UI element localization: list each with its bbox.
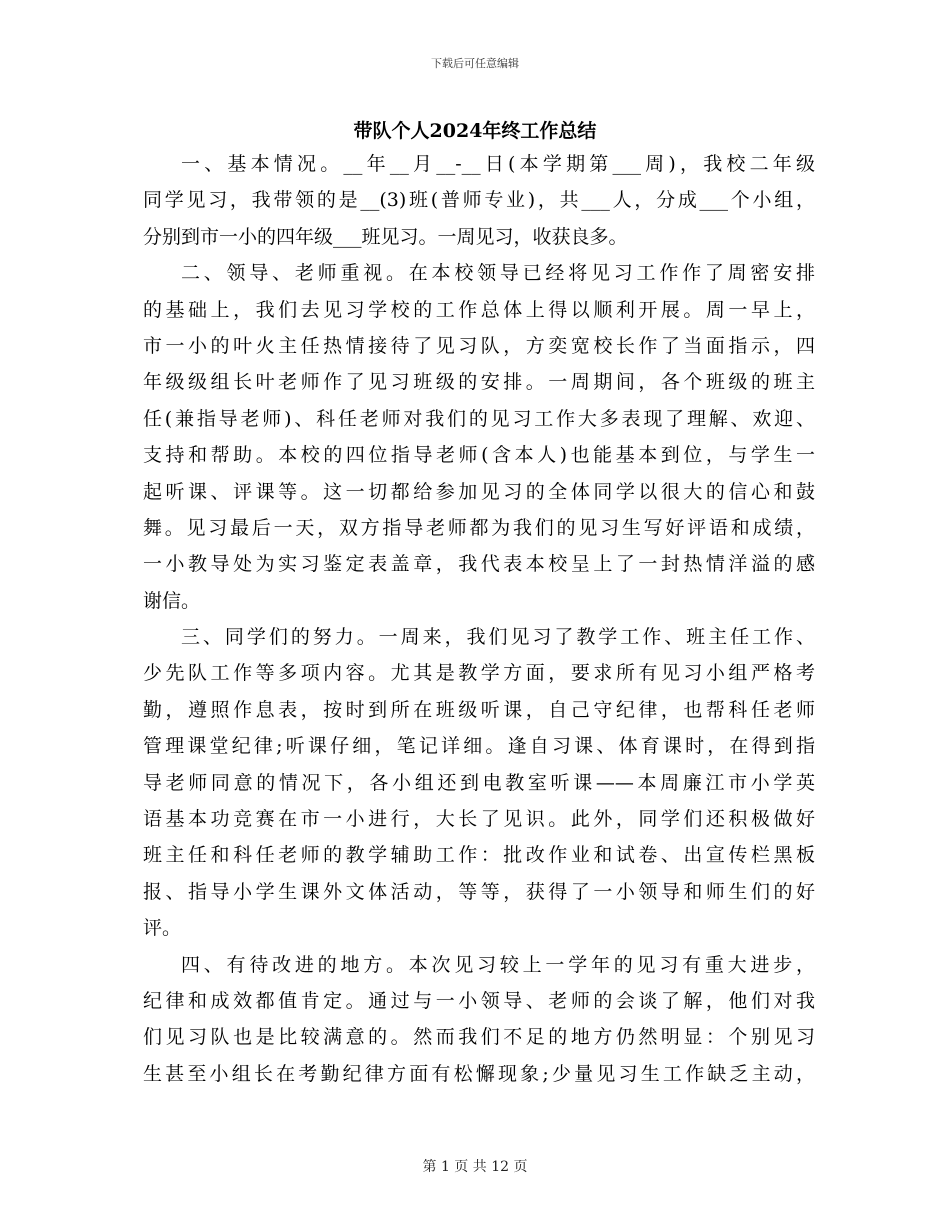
download-note: 下载后可任意编辑 xyxy=(431,57,519,70)
paragraph-3-line-5: 导老师同意的情况下，各小组还到电教室听课——本周廉江市小学英 xyxy=(143,771,815,794)
paragraph-2-line-9: 一小教导处为实习鉴定表盖章，我代表本校呈上了一封热情洋溢的感 xyxy=(143,553,815,576)
document-body xyxy=(143,146,815,1092)
paragraph-4-line-3: 们见习队也是比较满意的。然而我们不足的地方仍然明显：个别见习 xyxy=(143,1026,815,1049)
paragraph-2-line-6: 支持和帮助。本校的四位指导老师(含本人)也能基本到位，与学生一 xyxy=(143,444,815,467)
paragraph-3-line-1: 三、同学们的努力。一周来，我们见习了教学工作、班主任工作、 xyxy=(181,626,815,649)
paragraph-3-line-3: 勤，遵照作息表，按时到所在班级听课，自己守纪律，也帮科任老师 xyxy=(143,698,815,721)
paragraph-3-line-8: 报、指导小学生课外文体活动，等等，获得了一小领导和师生们的好 xyxy=(143,880,815,903)
page-number: 第 1 页 共 12 页 xyxy=(422,1159,528,1175)
paragraph-2-line-4: 年级级组长叶老师作了见习班级的安排。一周期间，各个班级的班主 xyxy=(143,371,815,394)
paragraph-2-line-3: 市一小的叶火主任热情接待了见习队，方奕宽校长作了当面指示，四 xyxy=(143,334,815,357)
paragraph-1-line-3: 分别到市一小的四年级___班见习。一周见习，收获良多。 xyxy=(143,225,628,248)
paragraph-4-line-4: 生甚至小组长在考勤纪律方面有松懈现象;少量见习生工作缺乏主动， xyxy=(143,1062,815,1085)
paragraph-3-line-6: 语基本功竞赛在市一小进行，大长了见识。此外，同学们还积极做好 xyxy=(143,808,815,831)
paragraph-1-line-2: 同学见习，我带领的是__(3)班(普师专业)，共___人，分成___个小组， xyxy=(143,189,815,212)
paragraph-2-line-7: 起听课、评课等。这一切都给参加见习的全体同学以很大的信心和鼓 xyxy=(143,480,815,503)
paragraph-2-line-5: 任(兼指导老师)、科任老师对我们的见习工作大多表现了理解、欢迎、 xyxy=(143,407,815,430)
page-title: 带队个人2024年终工作总结 xyxy=(353,120,597,142)
paragraph-4-line-2: 纪律和成效都值肯定。通过与一小领导、老师的会谈了解，他们对我 xyxy=(143,989,815,1012)
paragraph-3-line-2: 少先队工作等多项内容。尤其是教学方面，要求所有见习小组严格考 xyxy=(143,662,815,685)
paragraph-3-line-7: 班主任和科任老师的教学辅助工作：批改作业和试卷、出宣传栏黑板 xyxy=(143,844,815,867)
paragraph-3-line-9: 评。 xyxy=(143,917,182,940)
paragraph-2-line-10: 谢信。 xyxy=(143,589,201,612)
paragraph-3-line-4: 管理课堂纪律;听课仔细，笔记详细。逢自习课、体育课时，在得到指 xyxy=(143,735,815,758)
paragraph-2-line-2: 的基础上，我们去见习学校的工作总体上得以顺利开展。周一早上， xyxy=(143,298,815,321)
paragraph-2-line-8: 舞。见习最后一天，双方指导老师都为我们的见习生写好评语和成绩， xyxy=(143,516,815,539)
paragraph-2-line-1: 二、领导、老师重视。在本校领导已经将见习工作作了周密安排 xyxy=(181,262,815,285)
paragraph-1-line-1: 一、基本情况。__年__月__-__日(本学期第___周)，我校二年级 xyxy=(181,153,815,175)
paragraph-4-line-1: 四、有待改进的地方。本次见习较上一学年的见习有重大进步， xyxy=(181,953,815,976)
